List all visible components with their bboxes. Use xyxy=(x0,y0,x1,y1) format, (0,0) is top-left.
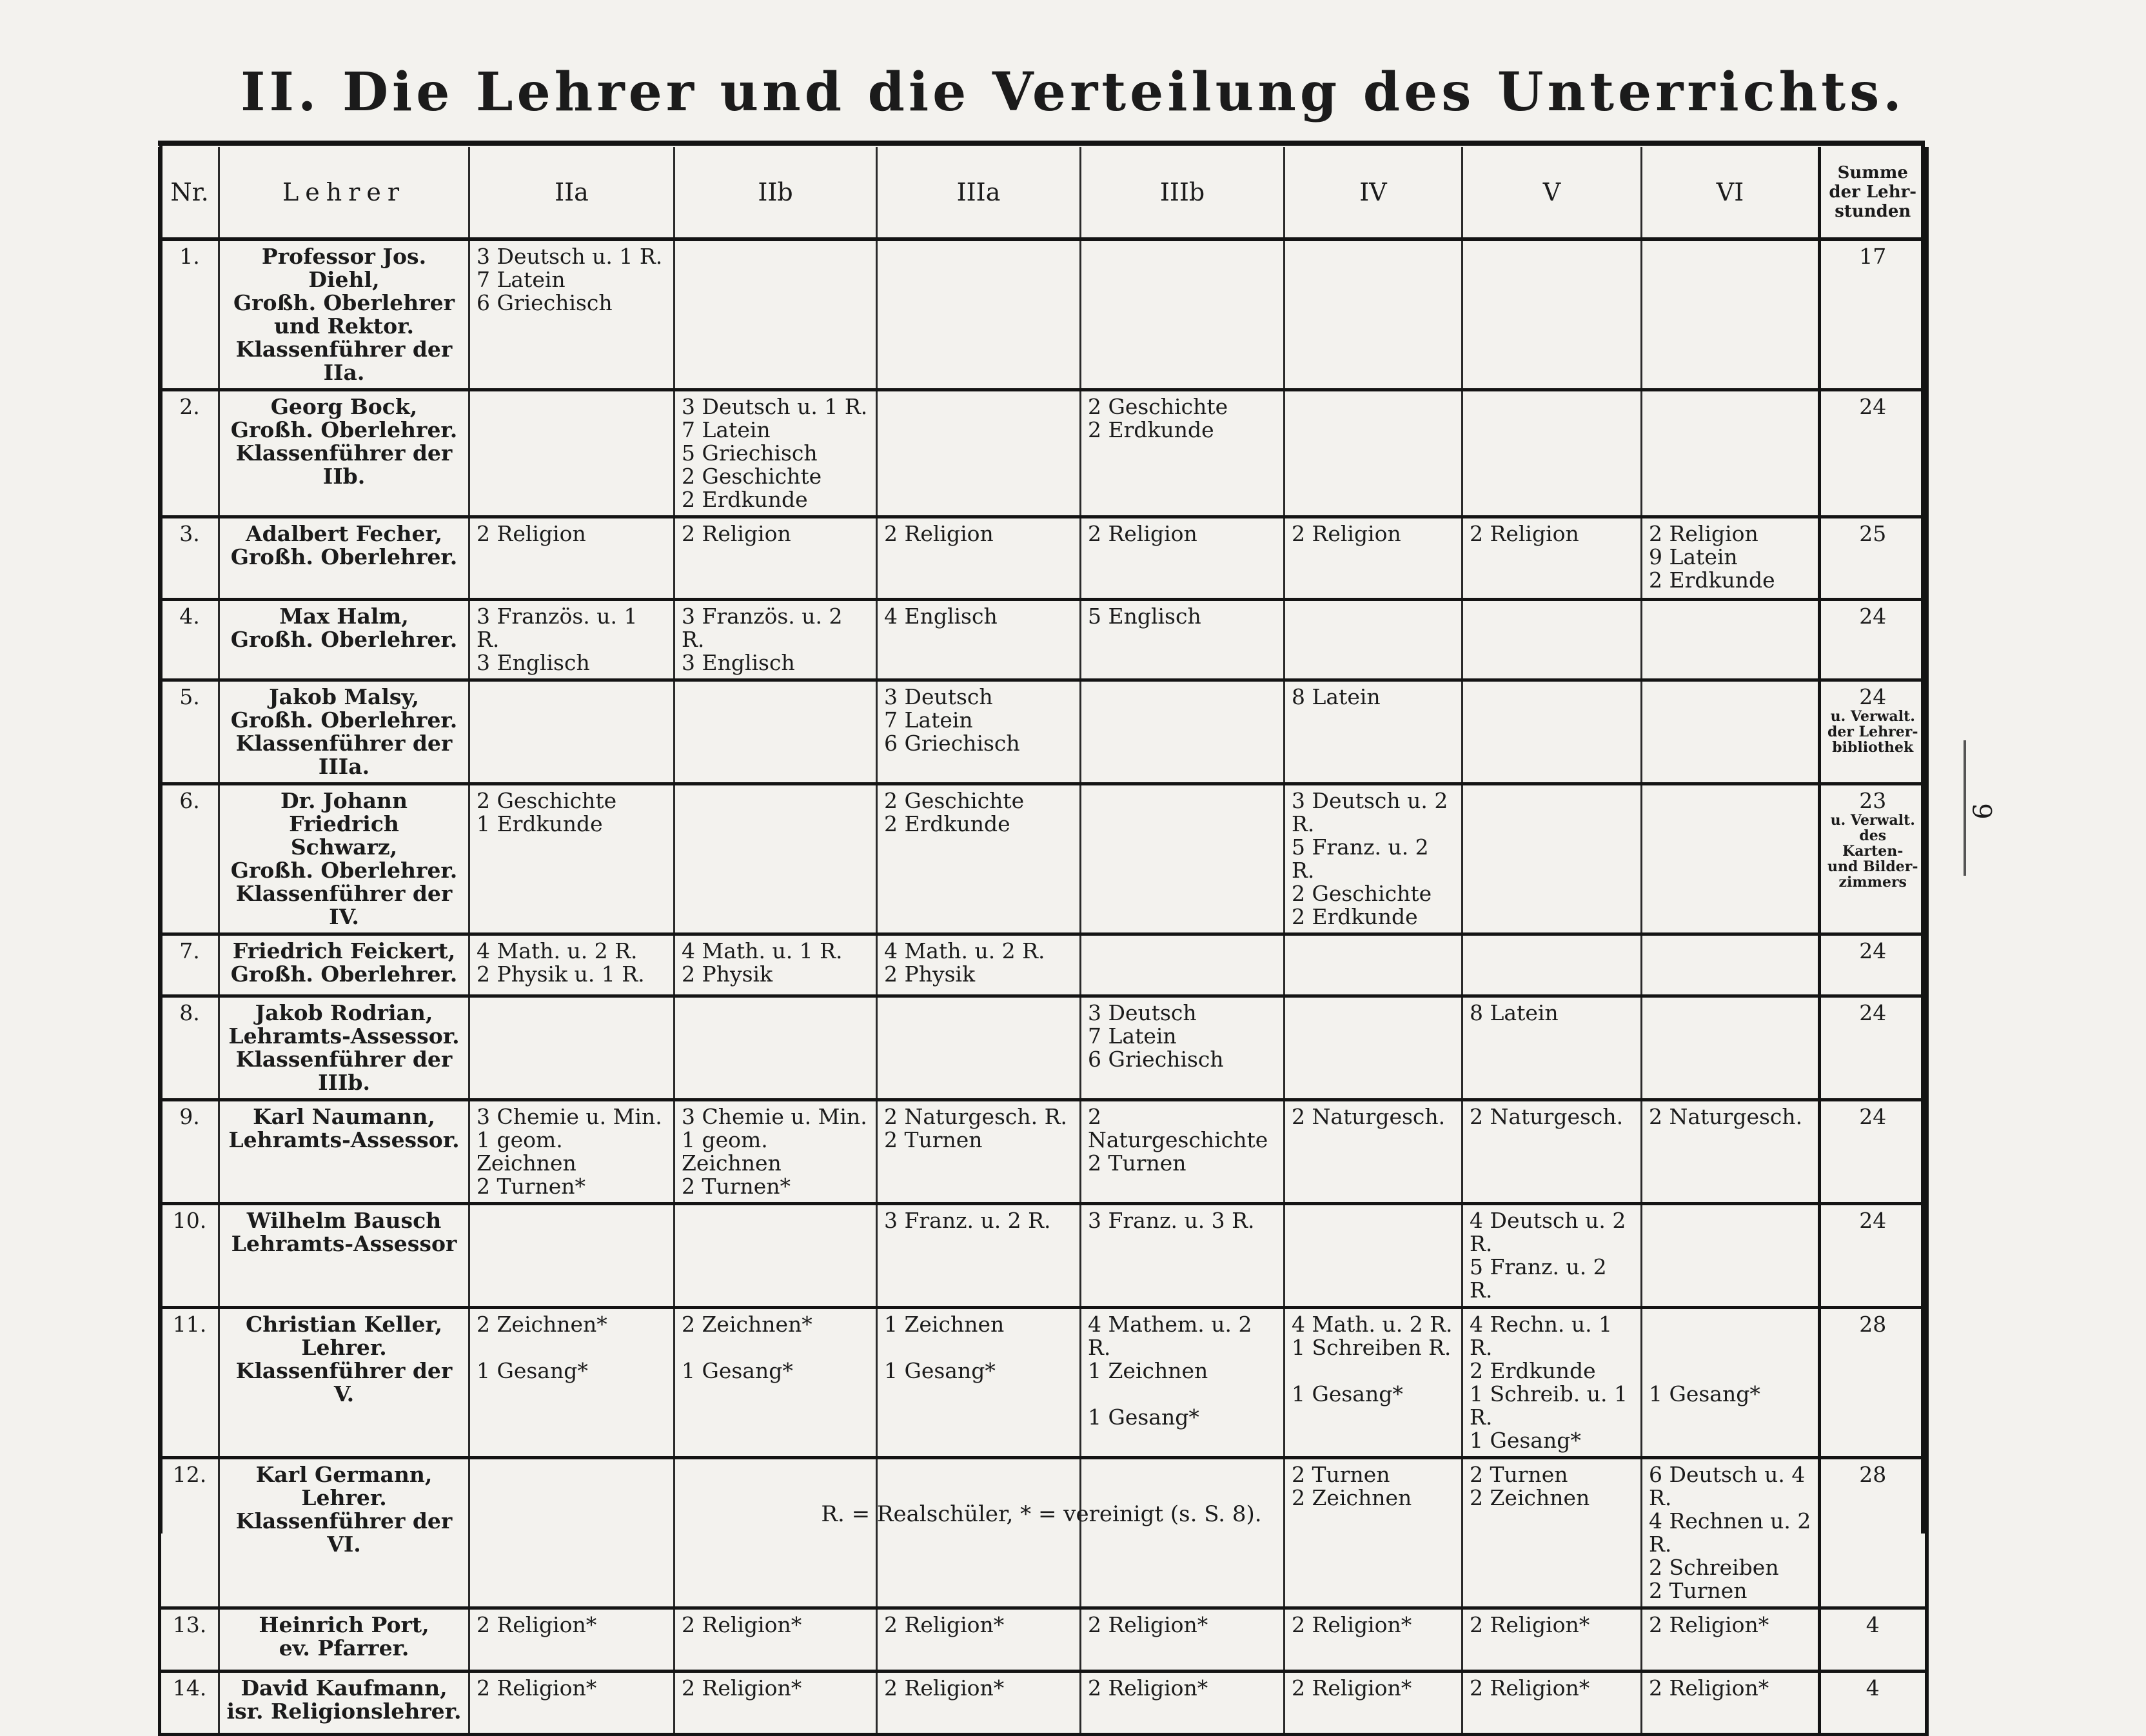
hours-sum-value: 24 xyxy=(1859,1000,1887,1025)
lesson-cell-iiia xyxy=(877,1458,1081,1608)
teacher-name: Adalbert Fecher, Großh. Oberlehrer. xyxy=(219,517,469,600)
lesson-cell-iib: 4 Math. u. 1 R. 2 Physik xyxy=(674,934,877,996)
lesson-cell-iiia xyxy=(877,239,1081,390)
row-number: 3. xyxy=(160,517,219,600)
lesson-cell-v: 4 Rechn. u. 1 R. 2 Erdkunde 1 Schreib. u. 1 R. 1 Gesang* xyxy=(1462,1308,1642,1458)
table-row xyxy=(160,1458,1927,1608)
lesson-cell-v xyxy=(1462,934,1642,996)
header-teacher: Lehrer xyxy=(219,147,469,239)
lesson-cell-vi xyxy=(1642,934,1820,996)
teacher-name: Wilhelm Bausch Lehramts-Assessor xyxy=(219,1204,469,1308)
lesson-cell-iiib xyxy=(1081,784,1285,934)
lesson-cell-iib: 3 Französ. u. 2 R. 3 Englisch xyxy=(674,600,877,680)
teacher-name: Professor Jos. Diehl, Großh. Oberlehrer und Rektor. Klassenführer der IIa. xyxy=(219,239,469,390)
lesson-cell-iiia: 2 Religion* xyxy=(877,1672,1081,1735)
teacher-name: Georg Bock, Großh. Oberlehrer. Klassenführer der IIb. xyxy=(219,390,469,517)
header-class-vi: VI xyxy=(1642,147,1820,239)
hours-sum-value: 28 xyxy=(1859,1462,1887,1487)
lesson-cell-iiib: 2 Religion* xyxy=(1081,1672,1285,1735)
lesson-cell-v xyxy=(1462,239,1642,390)
hours-sum-value: 28 xyxy=(1859,1312,1887,1337)
teacher-name: Karl Germann, Lehrer. Klassenführer der VI. xyxy=(219,1458,469,1608)
lesson-cell-iv: 2 Turnen 2 Zeichnen xyxy=(1285,1458,1462,1608)
lesson-cell-iib xyxy=(674,239,877,390)
footnote: R. = Realschüler, * = vereinigt (s. S. 8). xyxy=(821,1501,1262,1527)
lesson-cell-vi: 2 Religion* xyxy=(1642,1608,1820,1672)
lesson-cell-iia: 4 Math. u. 2 R. 2 Physik u. 1 R. xyxy=(469,934,674,996)
hours-sum-value: 25 xyxy=(1859,521,1887,546)
lesson-cell-iib: 3 Deutsch u. 1 R. 7 Latein 5 Griechisch 2 Geschichte 2 Erdkunde xyxy=(674,390,877,517)
lesson-cell-iv xyxy=(1285,1204,1462,1308)
lesson-cell-iia xyxy=(469,680,674,784)
lesson-cell-iiib xyxy=(1081,680,1285,784)
hours-sum-value: 17 xyxy=(1859,244,1887,269)
lesson-cell-iv: 2 Religion xyxy=(1285,517,1462,600)
table-row xyxy=(160,517,1927,600)
table-row xyxy=(160,680,1927,784)
row-number: 12. xyxy=(160,1458,219,1608)
row-number: 4. xyxy=(160,600,219,680)
lesson-cell-iia: 3 Chemie u. Min. 1 geom. Zeichnen 2 Turnen* xyxy=(469,1100,674,1204)
lesson-cell-iv xyxy=(1285,600,1462,680)
row-number: 2. xyxy=(160,390,219,517)
lesson-cell-iia xyxy=(469,1458,674,1608)
lesson-cell-v: 2 Religion* xyxy=(1462,1608,1642,1672)
lesson-cell-v: 2 Turnen 2 Zeichnen xyxy=(1462,1458,1642,1608)
hours-sum-value: 24 xyxy=(1859,684,1887,709)
hours-sum-note: u. Verwalt. des Karten- und Bilder- zimmers xyxy=(1827,812,1918,891)
lesson-cell-iib xyxy=(674,996,877,1100)
lesson-cell-iiib: 3 Deutsch 7 Latein 6 Griechisch xyxy=(1081,996,1285,1100)
lesson-cell-iib: 2 Zeichnen* 1 Gesang* xyxy=(674,1308,877,1458)
lesson-cell-iv: 2 Religion* xyxy=(1285,1608,1462,1672)
lesson-cell-iia: 2 Zeichnen* 1 Gesang* xyxy=(469,1308,674,1458)
hours-sum-value: 23 xyxy=(1859,788,1887,813)
header-row xyxy=(160,147,1927,239)
lesson-cell-iia xyxy=(469,1204,674,1308)
hours-sum-value: 24 xyxy=(1859,604,1887,629)
hours-sum xyxy=(1820,600,1927,680)
row-number: 8. xyxy=(160,996,219,1100)
margin-rule xyxy=(1964,740,1966,876)
lesson-cell-iib xyxy=(674,784,877,934)
lesson-cell-iib xyxy=(674,1204,877,1308)
hours-sum-value: 4 xyxy=(1865,1612,1880,1637)
teacher-name: Jakob Rodrian, Lehramts-Assessor. Klassenführer der IIIb. xyxy=(219,996,469,1100)
lesson-cell-v: 2 Religion xyxy=(1462,517,1642,600)
lesson-cell-vi xyxy=(1642,680,1820,784)
hours-sum-note: u. Verwalt. der Lehrer- bibliothek xyxy=(1827,708,1918,756)
table-row xyxy=(160,1100,1927,1204)
lesson-cell-iv: 2 Religion* xyxy=(1285,1672,1462,1735)
lesson-cell-iiia: 3 Franz. u. 2 R. xyxy=(877,1204,1081,1308)
lesson-cell-iiia: 2 Religion* xyxy=(877,1608,1081,1672)
header-class-iv: IV xyxy=(1285,147,1462,239)
lesson-cell-iia: 3 Französ. u. 1 R. 3 Englisch xyxy=(469,600,674,680)
header-class-iiia: IIIa xyxy=(877,147,1081,239)
lesson-cell-iv xyxy=(1285,996,1462,1100)
lesson-cell-iv xyxy=(1285,390,1462,517)
header-class-iiib: IIIb xyxy=(1081,147,1285,239)
table-row xyxy=(160,1308,1927,1458)
header-class-iib: IIb xyxy=(674,147,877,239)
lesson-cell-iib xyxy=(674,680,877,784)
page-title: II. Die Lehrer und die Verteilung des Unterrichts. xyxy=(241,61,1905,123)
teacher-name: Heinrich Port, ev. Pfarrer. xyxy=(219,1608,469,1672)
lesson-cell-iiib: 2 Religion* xyxy=(1081,1608,1285,1672)
lesson-cell-iv: 8 Latein xyxy=(1285,680,1462,784)
lesson-cell-iv: 3 Deutsch u. 2 R. 5 Franz. u. 2 R. 2 Geschichte 2 Erdkunde xyxy=(1285,784,1462,934)
lesson-cell-iia: 2 Religion* xyxy=(469,1672,674,1735)
lesson-cell-iv: 2 Naturgesch. xyxy=(1285,1100,1462,1204)
lesson-cell-v: 2 Religion* xyxy=(1462,1672,1642,1735)
lesson-cell-iiia: 4 Englisch xyxy=(877,600,1081,680)
lesson-cell-iv xyxy=(1285,934,1462,996)
lesson-cell-iv: 4 Math. u. 2 R. 1 Schreiben R. 1 Gesang* xyxy=(1285,1308,1462,1458)
table-row xyxy=(160,996,1927,1100)
hours-sum xyxy=(1820,517,1927,600)
hours-sum xyxy=(1820,1100,1927,1204)
teacher-distribution-table xyxy=(158,147,1929,1736)
hours-sum xyxy=(1820,239,1927,390)
hours-sum-value: 24 xyxy=(1859,938,1887,963)
hours-sum-value: 24 xyxy=(1859,394,1887,419)
header-nr: Nr. xyxy=(160,147,219,239)
lesson-cell-vi: 2 Religion 9 Latein 2 Erdkunde xyxy=(1642,517,1820,600)
lesson-cell-iiia: 4 Math. u. 2 R. 2 Physik xyxy=(877,934,1081,996)
lesson-cell-iiia: 2 Naturgesch. R. 2 Turnen xyxy=(877,1100,1081,1204)
teacher-distribution-table-frame xyxy=(158,141,1925,1724)
lesson-cell-iia xyxy=(469,996,674,1100)
teacher-name: David Kaufmann, isr. Religionslehrer. xyxy=(219,1672,469,1735)
row-number: 10. xyxy=(160,1204,219,1308)
row-number: 6. xyxy=(160,784,219,934)
lesson-cell-iiib: 2 Naturgeschichte 2 Turnen xyxy=(1081,1100,1285,1204)
lesson-cell-vi xyxy=(1642,784,1820,934)
teacher-name: Friedrich Feickert, Großh. Oberlehrer. xyxy=(219,934,469,996)
lesson-cell-vi: 1 Gesang* xyxy=(1642,1308,1820,1458)
lesson-cell-iib: 2 Religion xyxy=(674,517,877,600)
lesson-cell-v: 8 Latein xyxy=(1462,996,1642,1100)
teacher-name: Karl Naumann, Lehramts-Assessor. xyxy=(219,1100,469,1204)
row-number: 5. xyxy=(160,680,219,784)
row-number: 14. xyxy=(160,1672,219,1735)
lesson-cell-iiia: 3 Deutsch 7 Latein 6 Griechisch xyxy=(877,680,1081,784)
lesson-cell-iiia: 2 Religion xyxy=(877,517,1081,600)
lesson-cell-vi xyxy=(1642,996,1820,1100)
lesson-cell-iiib xyxy=(1081,934,1285,996)
row-number: 9. xyxy=(160,1100,219,1204)
lesson-cell-iiib: 5 Englisch xyxy=(1081,600,1285,680)
lesson-cell-iv xyxy=(1285,239,1462,390)
row-number: 11. xyxy=(160,1308,219,1458)
table-row xyxy=(160,239,1927,390)
hours-sum xyxy=(1820,1458,1927,1608)
teacher-name: Christian Keller, Lehrer. Klassenführer der V. xyxy=(219,1308,469,1458)
lesson-cell-iib: 3 Chemie u. Min. 1 geom. Zeichnen 2 Turnen* xyxy=(674,1100,877,1204)
row-number: 13. xyxy=(160,1608,219,1672)
lesson-cell-vi: 6 Deutsch u. 4 R. 4 Rechnen u. 2 R. 2 Schreiben 2 Turnen xyxy=(1642,1458,1820,1608)
hours-sum xyxy=(1820,784,1927,934)
table-row xyxy=(160,600,1927,680)
page-number: 9 xyxy=(1966,803,1996,820)
lesson-cell-iia: 2 Geschichte 1 Erdkunde xyxy=(469,784,674,934)
lesson-cell-iiib xyxy=(1081,239,1285,390)
lesson-cell-v xyxy=(1462,390,1642,517)
hours-sum xyxy=(1820,996,1927,1100)
table-row xyxy=(160,390,1927,517)
lesson-cell-vi xyxy=(1642,239,1820,390)
lesson-cell-iia: 3 Deutsch u. 1 R. 7 Latein 6 Griechisch xyxy=(469,239,674,390)
hours-sum xyxy=(1820,1308,1927,1458)
teacher-name: Dr. Johann Friedrich Schwarz, Großh. Oberlehrer. Klassenführer der IV. xyxy=(219,784,469,934)
top-rule xyxy=(158,141,1925,146)
lesson-cell-iiia: 2 Geschichte 2 Erdkunde xyxy=(877,784,1081,934)
table-row xyxy=(160,1608,1927,1672)
lesson-cell-iiia: 1 Zeichnen 1 Gesang* xyxy=(877,1308,1081,1458)
lesson-cell-iia xyxy=(469,390,674,517)
lesson-cell-iiib: 2 Geschichte 2 Erdkunde xyxy=(1081,390,1285,517)
lesson-cell-vi xyxy=(1642,600,1820,680)
lesson-cell-iib: 2 Religion* xyxy=(674,1672,877,1735)
hours-sum-value: 4 xyxy=(1865,1675,1880,1701)
teacher-name: Jakob Malsy, Großh. Oberlehrer. Klassenführer der IIIa. xyxy=(219,680,469,784)
hours-sum xyxy=(1820,390,1927,517)
lesson-cell-vi xyxy=(1642,1204,1820,1308)
lesson-cell-iia: 2 Religion xyxy=(469,517,674,600)
lesson-cell-iiib: 3 Franz. u. 3 R. xyxy=(1081,1204,1285,1308)
hours-sum-value: 24 xyxy=(1859,1104,1887,1129)
lesson-cell-vi xyxy=(1642,390,1820,517)
header-class-v: V xyxy=(1462,147,1642,239)
header-sum: Summe der Lehr-stunden xyxy=(1820,147,1927,239)
lesson-cell-iiib: 2 Religion xyxy=(1081,517,1285,600)
lesson-cell-v: 4 Deutsch u. 2 R. 5 Franz. u. 2 R. xyxy=(1462,1204,1642,1308)
hours-sum xyxy=(1820,1608,1927,1672)
hours-sum xyxy=(1820,1672,1927,1735)
lesson-cell-iiia xyxy=(877,996,1081,1100)
table-row xyxy=(160,784,1927,934)
hours-sum xyxy=(1820,1204,1927,1308)
hours-sum xyxy=(1820,680,1927,784)
lesson-cell-vi: 2 Naturgesch. xyxy=(1642,1100,1820,1204)
table-row xyxy=(160,1672,1927,1735)
lesson-cell-v xyxy=(1462,680,1642,784)
row-number: 7. xyxy=(160,934,219,996)
lesson-cell-iia: 2 Religion* xyxy=(469,1608,674,1672)
table-row xyxy=(160,1204,1927,1308)
lesson-cell-v xyxy=(1462,784,1642,934)
lesson-cell-iib: 2 Religion* xyxy=(674,1608,877,1672)
teacher-name: Max Halm, Großh. Oberlehrer. xyxy=(219,600,469,680)
row-number: 1. xyxy=(160,239,219,390)
table-row xyxy=(160,934,1927,996)
lesson-cell-iib xyxy=(674,1458,877,1608)
lesson-cell-v: 2 Naturgesch. xyxy=(1462,1100,1642,1204)
lesson-cell-iiia xyxy=(877,390,1081,517)
hours-sum xyxy=(1820,934,1927,996)
lesson-cell-vi: 2 Religion* xyxy=(1642,1672,1820,1735)
lesson-cell-iiib xyxy=(1081,1458,1285,1608)
header-class-iia: IIa xyxy=(469,147,674,239)
lesson-cell-iiib: 4 Mathem. u. 2 R. 1 Zeichnen 1 Gesang* xyxy=(1081,1308,1285,1458)
lesson-cell-v xyxy=(1462,600,1642,680)
hours-sum-value: 24 xyxy=(1859,1208,1887,1233)
